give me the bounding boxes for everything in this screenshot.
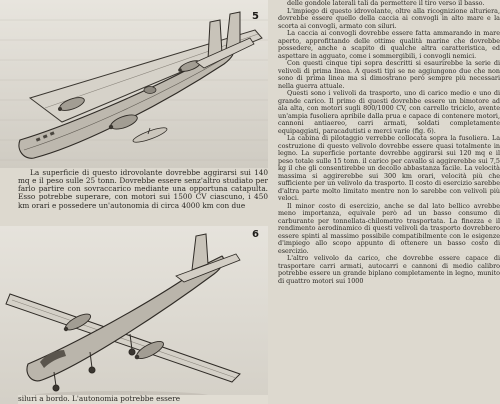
paragraph: L'altro velivolo da carico, che dovrebbe essere capace di trasportare carri armati, autocarri e cannoni di medio calibro potrebbe essere un grande biplano completamente in legno, munito di quattro motori sui 1000 bbox=[278, 254, 500, 285]
paragraph: Questi sono i velivoli da trasporto, uno di carico medio e uno di grande carico. Il primo di questi dovrebbe essere un bimotore ad ala alta, con motori sugli 800/1000 CV, con carrello triciclo, avente un'ampia fusoliera apribile dalla prua e capace di contenere motori, cannoni antiaereo, carri armati, soldati completamente equipaggiati, paracadutisti e merci varie (fig. 6). bbox=[278, 89, 500, 135]
figure-6-transport-aircraft-illustration bbox=[0, 226, 268, 404]
transport-aircraft-drawing bbox=[0, 226, 268, 404]
figure-5-flying-boat-illustration bbox=[0, 0, 268, 168]
paragraph: Con questi cinque tipi sopra descritti si esaurirebbe la serie di velivoli di prima linea. A questi tipi se ne aggiungono due che non sono di prima linea ma si dimostrano però sempre più necessari nella guerra attuale. bbox=[278, 59, 500, 90]
flying-boat-drawing bbox=[0, 0, 268, 168]
figure-number: 6 bbox=[252, 229, 259, 240]
paragraph: La cabina di pilotaggio verrebbe collocata sopra la fusoliera. La costruzione di questo velivolo dovrebbe essere quasi totalmente in legno. La superficie portante dovrebbe aggirarsi sui 120 mq e il peso totale sulle 15 tonn. il carico per cavallo si aggirerebbe sui 7,5 kg il che gli consentirebbe un decollo abbastanza facile. La velocità massima si aggirerebbe sui 300 km orari, velocità più che sufficiente per un velivolo da trasporto. Il costo di esercizio sarebbe d'altra parte molto limitato mentre non lo sarebbe con velivoli più veloci. bbox=[278, 134, 500, 202]
paragraph: delle gondole laterali tali da permettere il tiro verso il basso. bbox=[287, 0, 485, 7]
figure-number: 5 bbox=[252, 11, 259, 22]
paragraph: L'impiego di questo idrovolante, oltre alla ricognizione alturiera, dovrebbe essere quello della caccia ai convogli in alto mare e la scorta ai convogli, armato con siluri. bbox=[278, 6, 500, 30]
article-text-column bbox=[278, 0, 500, 404]
caption-continuation: siluri a bordo. L'autonomia potrebbe essere bbox=[18, 395, 268, 404]
figure-caption: La superficie di questo idrovolante dovrebbe aggirarsi sui 140 mq e il peso sulle 25 tonn. Dovrebbe essere senz'altro studiato per farlo partire con sovraccarico mediante una opportuna catapulta. Esso potrebbe superare, con motori sui 1500 CV ciascuno, i 450 km orari e possedere un'autonomia di circa 4000 km con due bbox=[18, 169, 268, 210]
paragraph: La caccia ai convogli dovrebbe essere fatta ammarando in mare aperto, approfittando delle ottime qualità marine che dovrebbe possedere, anche a scapito di qualche altra caratteristica, ed aspettare in agguato, come i sommergibili, i convogli nemici. bbox=[278, 29, 500, 60]
paragraph: Il minor costo di esercizio, anche se dal lato bellico avrebbe meno importanza, equivale però ad un basso consumo di carburante per tonnellata-chilometro trasportata. La finezza e il rendimento aerodinamico di questi velivoli da trasporto dovrebbero essere spinti al massimo possibile compatibilmente con le esigenze d'impiego allo scopo appunto di ottenere un basso costo di esercizio. bbox=[278, 201, 500, 255]
